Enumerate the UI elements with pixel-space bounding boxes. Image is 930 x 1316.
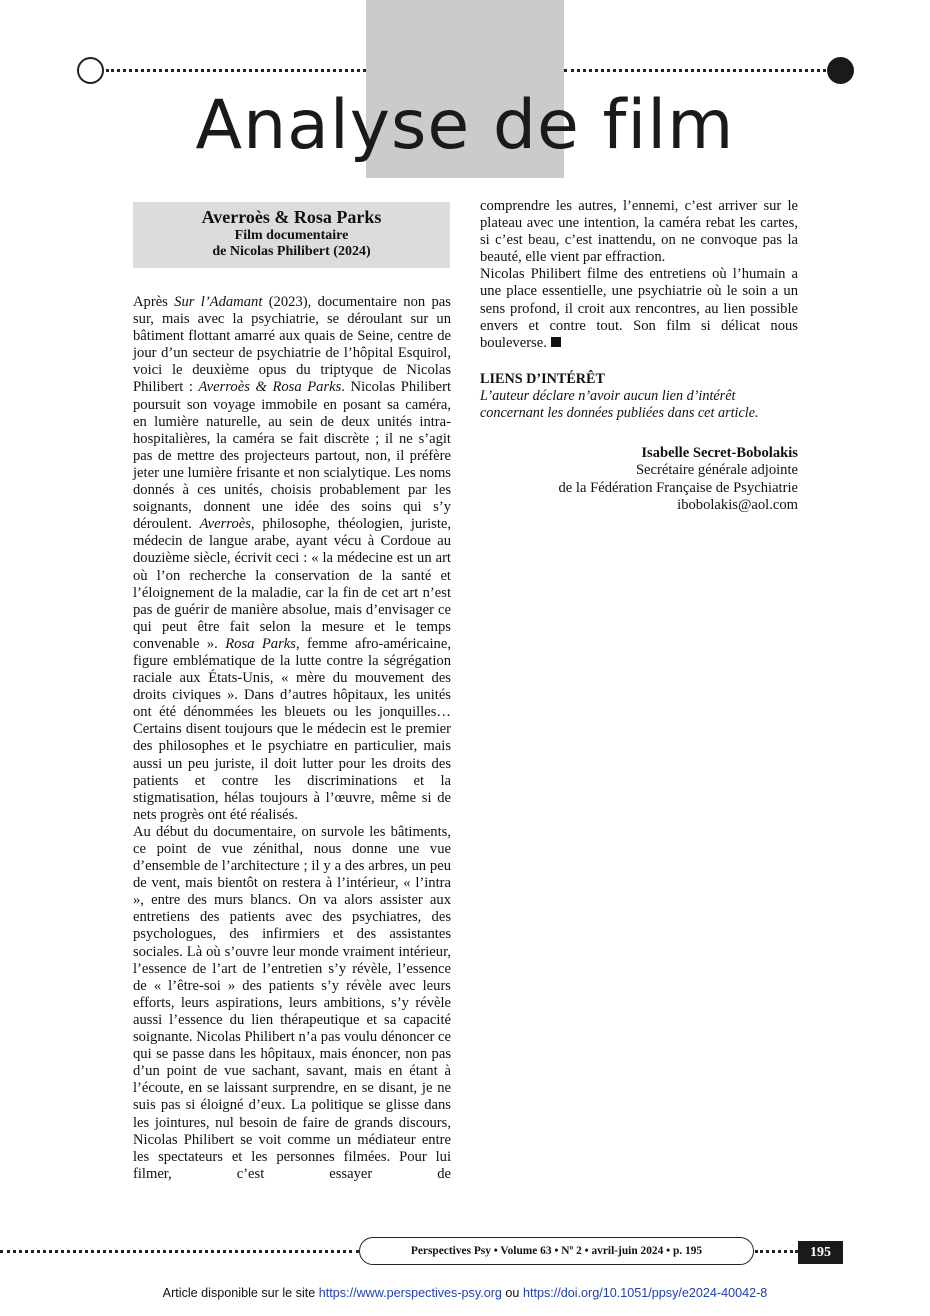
page-number: 195 — [798, 1241, 843, 1264]
film-info-box — [133, 202, 450, 268]
text-run: Nicolas Philibert filme des entretiens où l’humain a une place essentielle, une psychiatrie où le soin a un sens profond, il croit aux rencontres, au lien possible envers et contre tout. Son film si délicat nous bouleverse. — [480, 266, 798, 351]
conflict-of-interest-heading: LIENS D’INTÉRÊT — [480, 371, 605, 387]
doi-link[interactable]: https://doi.org/10.1051/ppsy/e2024-40042-8 — [522, 1286, 768, 1300]
author-role: Secrétaire générale adjointe — [635, 462, 798, 479]
filled-circle-ornament — [827, 57, 854, 84]
journal-site-link[interactable]: https://www.perspectives-psy.org — [318, 1286, 502, 1300]
conflict-of-interest-text: L’auteur déclare n’avoir aucun lien d’intérêt concernant les données publiées dans cet article. — [480, 388, 759, 421]
paragraph-documentary-part2: comprendre les autres, l’ennemi, c’est arriver sur le plateau avec une intention, la caméra rebat les cartes, si c’est beau, c’est inattendu, on ne convoque pas la beauté, elle vient par effraction. — [480, 198, 798, 266]
page-title: Analyse de film — [195, 86, 735, 165]
paragraph-conclusion — [480, 266, 798, 351]
paragraph-intro — [133, 294, 451, 824]
footer-dotted-rule-left — [0, 1250, 359, 1253]
header-dotted-rule-left — [106, 69, 366, 72]
author-email: ibobolakis@aol.com — [677, 496, 798, 513]
film-reference: Averroès & Rosa Parks — [198, 379, 342, 396]
open-circle-ornament — [77, 57, 104, 84]
film-subtitle-genre: Film documentaire — [234, 228, 349, 243]
film-title: Averroès & Rosa Parks — [201, 207, 382, 227]
header-dotted-rule-right — [564, 69, 826, 72]
end-of-article-mark — [551, 337, 561, 347]
author-organization: de la Fédération Française de Psychiatrie — [558, 479, 798, 496]
body-column-left — [133, 294, 451, 1183]
availability-prefix: Article disponible sur le site — [162, 1286, 319, 1300]
body-column-right — [480, 198, 798, 352]
availability-joiner: ou — [501, 1286, 523, 1300]
text-run: , philosophe, théologien, juriste, médecin de langue arabe, ayant vécu à Cordoue au douzième siècle, écrivit ceci : « la médecine est un art où l’on recherche la conservation de la santé et l’éloignement de la maladie, car la fin de cet art n’est pas de guérir de manière absolue, mais d’envisager ce qui peut être fait selon la mesure et le temps convenable ». — [133, 516, 451, 652]
film-reference: Sur l’Adamant — [174, 294, 263, 310]
journal-citation: Perspectives Psy • Volume 63 • Nº 2 • avril-juin 2024 • p. 195 — [359, 1237, 754, 1265]
footer-dotted-rule-right — [755, 1250, 798, 1253]
author-name: Isabelle Secret-Bobolakis — [641, 445, 798, 461]
paragraph-documentary-part1: Au début du documentaire, on survole les bâtiments, ce point de vue zénithal, nous donne une vue d’ensemble de l’architecture ; il y a des arbres, un peu de vent, mais bientôt on restera à l’intérieur, « l’intra », entre des murs blancs. On va alors assister aux entretiens des patients avec des psychiatres, des psychologues, des infirmiers et des assistantes sociales. Là où s’ouvre leur monde vraiment intérieur, l’essence de l’art de l’entretien s’y révèle, l’essence de « l’être-soi » des patients s’y révèle avec leurs efforts, leurs aspirations, leurs ambitions, s’y révèle aussi l’essence du lien thérapeutique et sa capacité soignante. Nicolas Philibert n’a pas voulu dénoncer ce qui se passe dans les hôpitaux, mais énoncer, non pas d’un point de vue sachant, savant, mais en étant à l’écoute, en se laissant surprendre, en se disant, je ne suis pas si éloigné d’eux. La politique se glisse dans les jointures, nul besoin de faire de grands discours, Nicolas Philibert se voit comme un médiateur entre les spectateurs et les personnes filmées. Pour lui filmer, c’est essayer de — [133, 823, 451, 1182]
film-subtitle-director: de Nicolas Philibert (2024) — [212, 244, 371, 259]
author-block — [480, 445, 798, 514]
name-reference: Rosa Parks — [225, 635, 296, 652]
text-run: . Nicolas Philibert poursuit son voyage immobile en posant sa caméra, en lumière naturelle, au sein de deux unités intra- hospitalières, la caméra se fait discrète ; il ne s’agit pas de mettre des projecteurs partout, non, il préfère jeter une lumière frisante et non scialytique. Les noms donnés à ces unités, choisis probablement par les soignants, donnent une idée des soins qui s’y déroulent. — [133, 379, 452, 533]
availability-note — [0, 1286, 930, 1300]
text-run: (2023), documentaire non pas sur, mais avec la psychiatrie, se déroulant sur un bâtiment flottant amarré aux quais de Seine, centre de jour d’un secteur de psychiatrie de l’hôpital Esquirol, voici le deuxième opus du triptyque de Nicolas Philibert : — [133, 294, 451, 396]
text-run: , femme afro-américaine, figure emblématique de la lutte contre la ségrégation raciale aux États-Unis, « mère du mouvement des droits civiques ». Dans d’autres hôpitaux, les unités ont été dénommées les bleuets ou les jonquilles… Certains disent toujours que le médecin est le premier des philosophes et le psychiatre en particulier, mais aussi un peu juriste, il doit lutter pour les droits des patients et contre les discriminations et la stigmatisation, hélas toujours à l’œuvre, même si de nets progrès ont été réalisés. — [133, 635, 451, 823]
text-run: Après — [133, 294, 175, 310]
conflict-of-interest-section — [480, 371, 798, 422]
name-reference: Averroès — [199, 516, 251, 533]
